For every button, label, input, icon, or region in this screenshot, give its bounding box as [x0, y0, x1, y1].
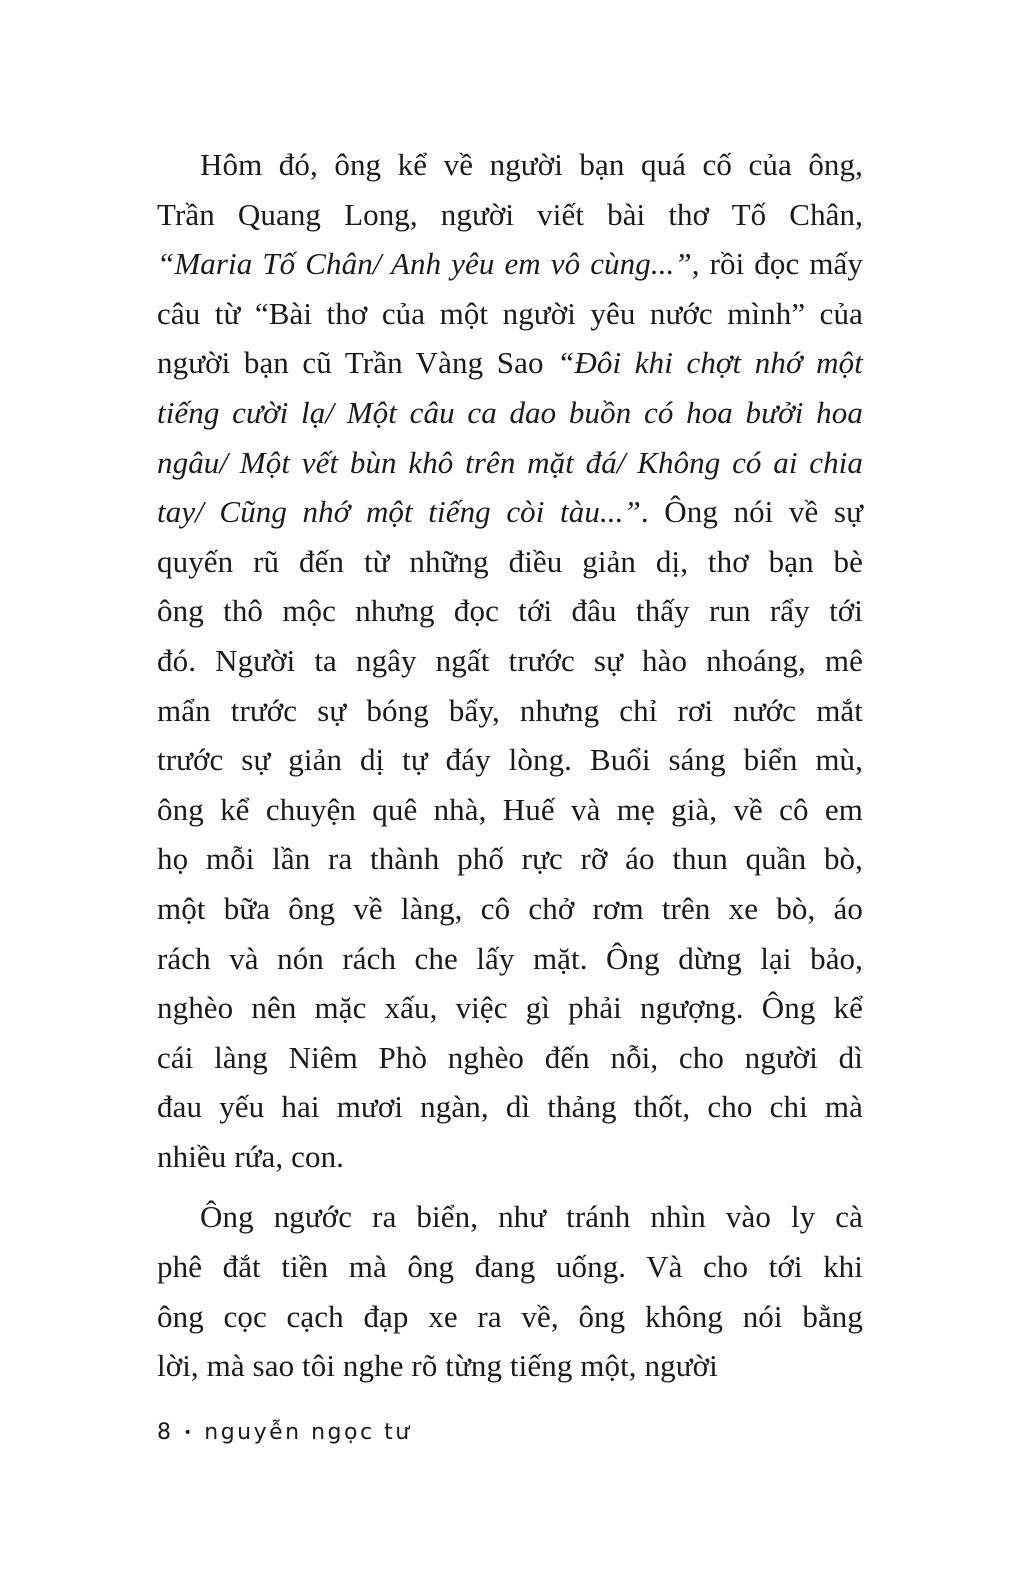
text-segment: người bạn cũ Trần Vàng Sao	[157, 345, 558, 381]
text-segment: ông kể chuyện quê nhà, Huế và mẹ già, về cô em	[157, 791, 863, 827]
text-line	[157, 1033, 863, 1083]
text-segment: mẩn trước sự bóng bẩy, nhưng chỉ rơi nước mắt	[157, 692, 863, 728]
page-number: 8	[157, 1420, 174, 1445]
italic-quote-segment: “Maria Tố Chân/ Anh yêu em vô cùng...”	[157, 246, 692, 282]
paragraph	[157, 140, 863, 1181]
text-segment: đó. Người ta ngây ngất trước sự hào nhoáng, mê	[157, 642, 863, 678]
page-body	[157, 140, 863, 1391]
text-line	[157, 884, 863, 934]
text-line	[157, 1341, 863, 1391]
text-line	[157, 686, 863, 736]
text-segment: cái làng Niêm Phò nghèo đến nỗi, cho người dì	[157, 1039, 863, 1075]
footer-separator: •	[183, 1424, 195, 1441]
text-segment: nhiều rứa, con.	[157, 1138, 345, 1174]
text-line	[157, 388, 863, 438]
paragraph	[157, 1192, 863, 1390]
text-line	[157, 1192, 863, 1242]
text-segment: . Ông nói về sự	[640, 494, 863, 530]
text-line	[157, 239, 863, 289]
text-line	[157, 537, 863, 587]
text-line	[157, 438, 863, 488]
italic-quote-segment: tay/ Cũng nhớ một tiếng còi tàu...”	[157, 494, 641, 530]
text-line	[157, 636, 863, 686]
text-line	[157, 338, 863, 388]
text-segment: Ông ngước ra biển, như tránh nhìn vào ly cà	[200, 1199, 863, 1235]
text-line	[157, 1132, 863, 1182]
text-segment: trước sự giản dị tự đáy lòng. Buổi sáng biển mù,	[157, 742, 863, 778]
text-segment: Trần Quang Long, người viết bài thơ Tố Chân,	[157, 196, 863, 232]
text-line	[157, 190, 863, 240]
text-segment: câu từ “Bài thơ của một người yêu nước mình” của	[157, 295, 863, 331]
text-line	[157, 586, 863, 636]
text-segment: nghèo nên mặc xấu, việc gì phải ngượng. Ông kể	[157, 990, 863, 1026]
page-footer	[157, 1420, 412, 1445]
text-segment: , rồi đọc mấy	[691, 246, 863, 282]
paragraph-gap	[157, 1181, 863, 1192]
text-segment: một bữa ông về làng, cô chở rơm trên xe bò, áo	[157, 890, 863, 926]
text-line	[157, 140, 863, 190]
text-line	[157, 1292, 863, 1342]
text-line	[157, 1082, 863, 1132]
italic-quote-segment: tiếng cười lạ/ Một câu ca dao buồn có hoa bưởi hoa	[157, 394, 863, 430]
text-segment: đau yếu hai mươi ngàn, dì thảng thốt, cho chi mà	[157, 1089, 863, 1125]
text-segment: lời, mà sao tôi nghe rõ từng tiếng một, người	[157, 1348, 718, 1384]
text-segment: ông thô mộc nhưng đọc tới đâu thấy run rẩy tới	[157, 593, 863, 629]
text-segment: phê đắt tiền mà ông đang uống. Và cho tới khi	[157, 1249, 863, 1285]
text-line	[157, 983, 863, 1033]
text-segment: rách và nón rách che lấy mặt. Ông dừng lại bảo,	[157, 940, 863, 976]
text-segment: ông cọc cạch đạp xe ra về, ông không nói bằng	[157, 1298, 863, 1334]
text-line	[157, 934, 863, 984]
text-line	[157, 289, 863, 339]
text-segment: quyến rũ đến từ những điều giản dị, thơ bạn bè	[157, 543, 863, 579]
italic-quote-segment: “Đôi khi chợt nhớ một	[557, 345, 863, 381]
text-line	[157, 487, 863, 537]
text-segment: Hôm đó, ông kể về người bạn quá cố của ông,	[200, 147, 863, 182]
text-line	[157, 735, 863, 785]
text-line	[157, 1242, 863, 1292]
italic-quote-segment: ngâu/ Một vết bùn khô trên mặt đá/ Không có ai chia	[157, 444, 863, 480]
text-line	[157, 785, 863, 835]
text-line	[157, 834, 863, 884]
text-segment: họ mỗi lần ra thành phố rực rỡ áo thun quần bò,	[157, 841, 863, 877]
author-name: nguyễn ngọc tư	[204, 1420, 412, 1445]
